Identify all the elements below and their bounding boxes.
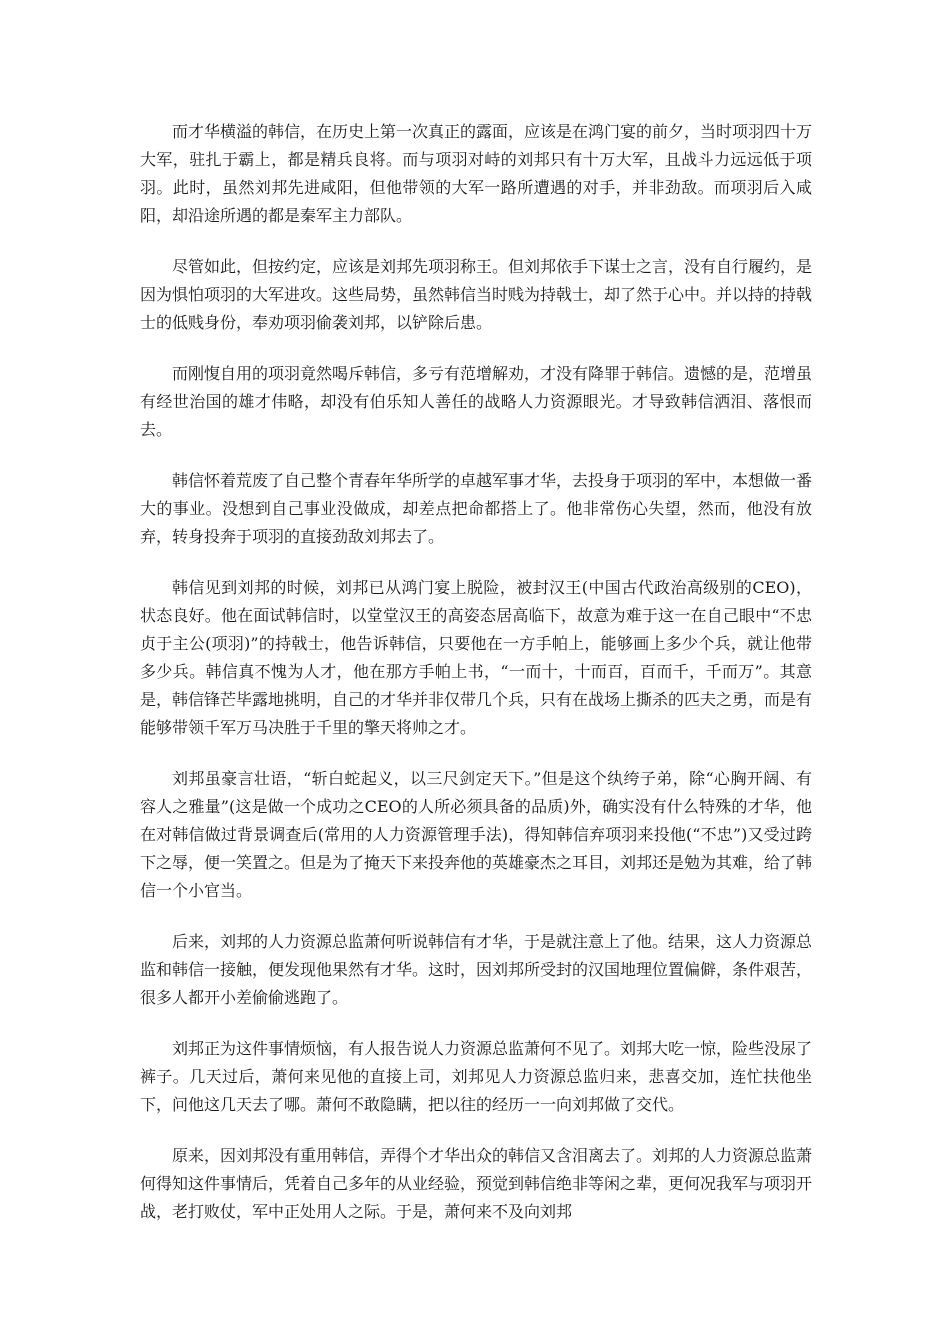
paragraph-1: 而才华横溢的韩信，在历史上第一次真正的露面，应该是在鸿门宴的前夕，当时项羽四十万大军，驻扎于霸上，都是精兵良将。而与项羽对峙的刘邦只有十万大军，且战斗力远远低于项羽。此时，虽然刘邦先进咸阳，但他带领的大军一路所遭遇的对手，并非劲敌。而项羽后入咸阳，却沿途所遇的都是秦军主力部队。 xyxy=(140,122,813,225)
paragraph-9: 原来，因刘邦没有重用韩信，弄得个才华出众的韩信又含泪离去了。刘邦的人力资源总监萧何得知这件事情后，凭着自己多年的从业经验，预觉到韩信绝非等闲之辈，更何况我军与项羽开战，老打败仗，军中正处用人之际。于是，萧何来不及向刘邦 xyxy=(140,1146,813,1221)
paragraph-5: 韩信见到刘邦的时候，刘邦已从鸿门宴上脱险，被封汉王(中国古代政治高级别的CEO)，状态良好。他在面试韩信时，以堂堂汉王的高姿态居高临下，故意为难于这一在自己眼中“不忠贞于主公(项羽)”的持戟士，他告诉韩信，只要他在一方手帕上，能够画上多少个兵，就让他带多少兵。韩信真不愧为人才，他在那方手帕上书，“一而十，十而百，百而千，千而万”。其意是，韩信锋芒毕露地挑明，自己的才华并非仅带几个兵，只有在战场上撕杀的匹夫之勇，而是有能够带领千军万马决胜于千里的擎天将帅之才。 xyxy=(140,578,813,737)
paragraph-7: 后来，刘邦的人力资源总监萧何听说韩信有才华，于是就注意上了他。结果，这人力资源总监和韩信一接触，便发现他果然有才华。这时，因刘邦所受封的汉国地理位置偏僻，条件艰苦，很多人都开小差偷偷逃跑了。 xyxy=(140,932,813,1007)
paragraph-8: 刘邦正为这件事情烦恼，有人报告说人力资源总监萧何不见了。刘邦大吃一惊，险些没尿了裤子。几天过后，萧何来见他的直接上司，刘邦见人力资源总监归来，悲喜交加，连忙扶他坐下，问他这几天去了哪。萧何不敢隐瞒，把以往的经历一一向刘邦做了交代。 xyxy=(140,1039,813,1114)
paragraph-6: 刘邦虽豪言壮语，“斩白蛇起义，以三尺剑定天下。”但是这个纨绔子弟，除“心胸开阔、有容人之雅量”(这是做一个成功之CEO的人所必须具备的品质)外，确实没有什么特殊的才华，他在对韩信做过背景调查后(常用的人力资源管理手法)，得知韩信弃项羽来投他(“不忠”)又受过跨下之辱，便一笑置之。但是为了掩天下来投奔他的英雄豪杰之耳目，刘邦还是勉为其难，给了韩信一个小官当。 xyxy=(140,769,813,900)
document-body xyxy=(140,118,812,1249)
paragraph-4: 韩信怀着荒废了自己整个青春年华所学的卓越军事才华，去投身于项羽的军中，本想做一番大的事业。没想到自己事业没做成，却差点把命都搭上了。他非常伤心失望，然而，他没有放弃，转身投奔于项羽的直接劲敌刘邦去了。 xyxy=(140,471,813,546)
paragraph-2: 尽管如此，但按约定，应该是刘邦先项羽称王。但刘邦依手下谋士之言，没有自行履约，是因为惧怕项羽的大军进攻。这些局势，虽然韩信当时贱为持戟士，却了然于心中。并以持的持戟士的低贱身份，奉劝项羽偷袭刘邦，以铲除后患。 xyxy=(140,257,813,332)
paragraph-3: 而刚愎自用的项羽竟然喝斥韩信，多亏有范增解劝，才没有降罪于韩信。遗憾的是，范增虽有经世治国的雄才伟略，却没有伯乐知人善任的战略人力资源眼光。才导致韩信洒泪、落恨而去。 xyxy=(140,364,813,439)
